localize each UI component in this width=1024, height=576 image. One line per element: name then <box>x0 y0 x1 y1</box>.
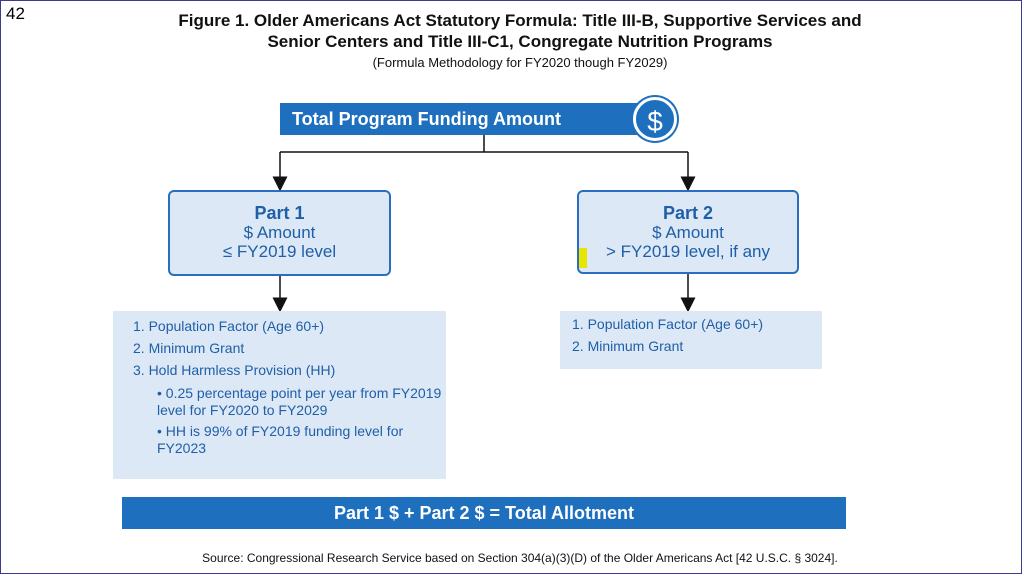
part1-factor-item: 3. Hold Harmless Provision (HH) <box>133 362 336 378</box>
highlight-mark <box>579 248 587 268</box>
part1-factors-panel <box>113 311 446 479</box>
part1-factor-item: 1. Population Factor (Age 60+) <box>133 318 325 334</box>
part2-box <box>577 190 799 274</box>
part2-factor-item: 1. Population Factor (Age 60+) <box>572 316 764 332</box>
part2-factor-item: 2. Minimum Grant <box>572 338 684 354</box>
source-note: Source: Congressional Research Service based on Section 304(a)(3)(D) of the Older Americans Act [42 U.S.C. § 3024]. <box>202 551 838 565</box>
slide-number: 42 <box>6 4 25 23</box>
title-line-2: Senior Centers and Title III-C1, Congregate Nutrition Programs <box>267 32 773 51</box>
part1-level: ≤ FY2019 level <box>222 242 337 261</box>
figure-subtitle: (Formula Methodology for FY2020 though FY2029) <box>372 55 668 70</box>
part2-factors-panel <box>560 311 822 369</box>
part2-level: > FY2019 level, if any <box>606 242 770 261</box>
hold-harmless-detail: • HH is 99% of FY2019 funding level for FY2023 <box>157 423 404 456</box>
dollar-icon: $ <box>633 97 677 141</box>
total-funding-box: Total Program Funding Amount <box>280 103 640 135</box>
total-allotment-bar: Part 1 $ + Part 2 $ = Total Allotment <box>122 497 846 529</box>
part1-box <box>168 190 391 276</box>
part1-amount: $ Amount <box>243 223 316 242</box>
part1-factor-item: 2. Minimum Grant <box>133 340 245 356</box>
title-line-1: Figure 1. Older Americans Act Statutory Formula: Title III-B, Supportive Services and <box>178 11 862 30</box>
part2-title: Part 2 <box>662 203 714 223</box>
part1-title: Part 1 <box>254 203 305 223</box>
hold-harmless-detail: • 0.25 percentage point per year from FY2019 level for FY2020 to FY2029 <box>157 385 442 418</box>
part2-amount: $ Amount <box>652 223 724 242</box>
